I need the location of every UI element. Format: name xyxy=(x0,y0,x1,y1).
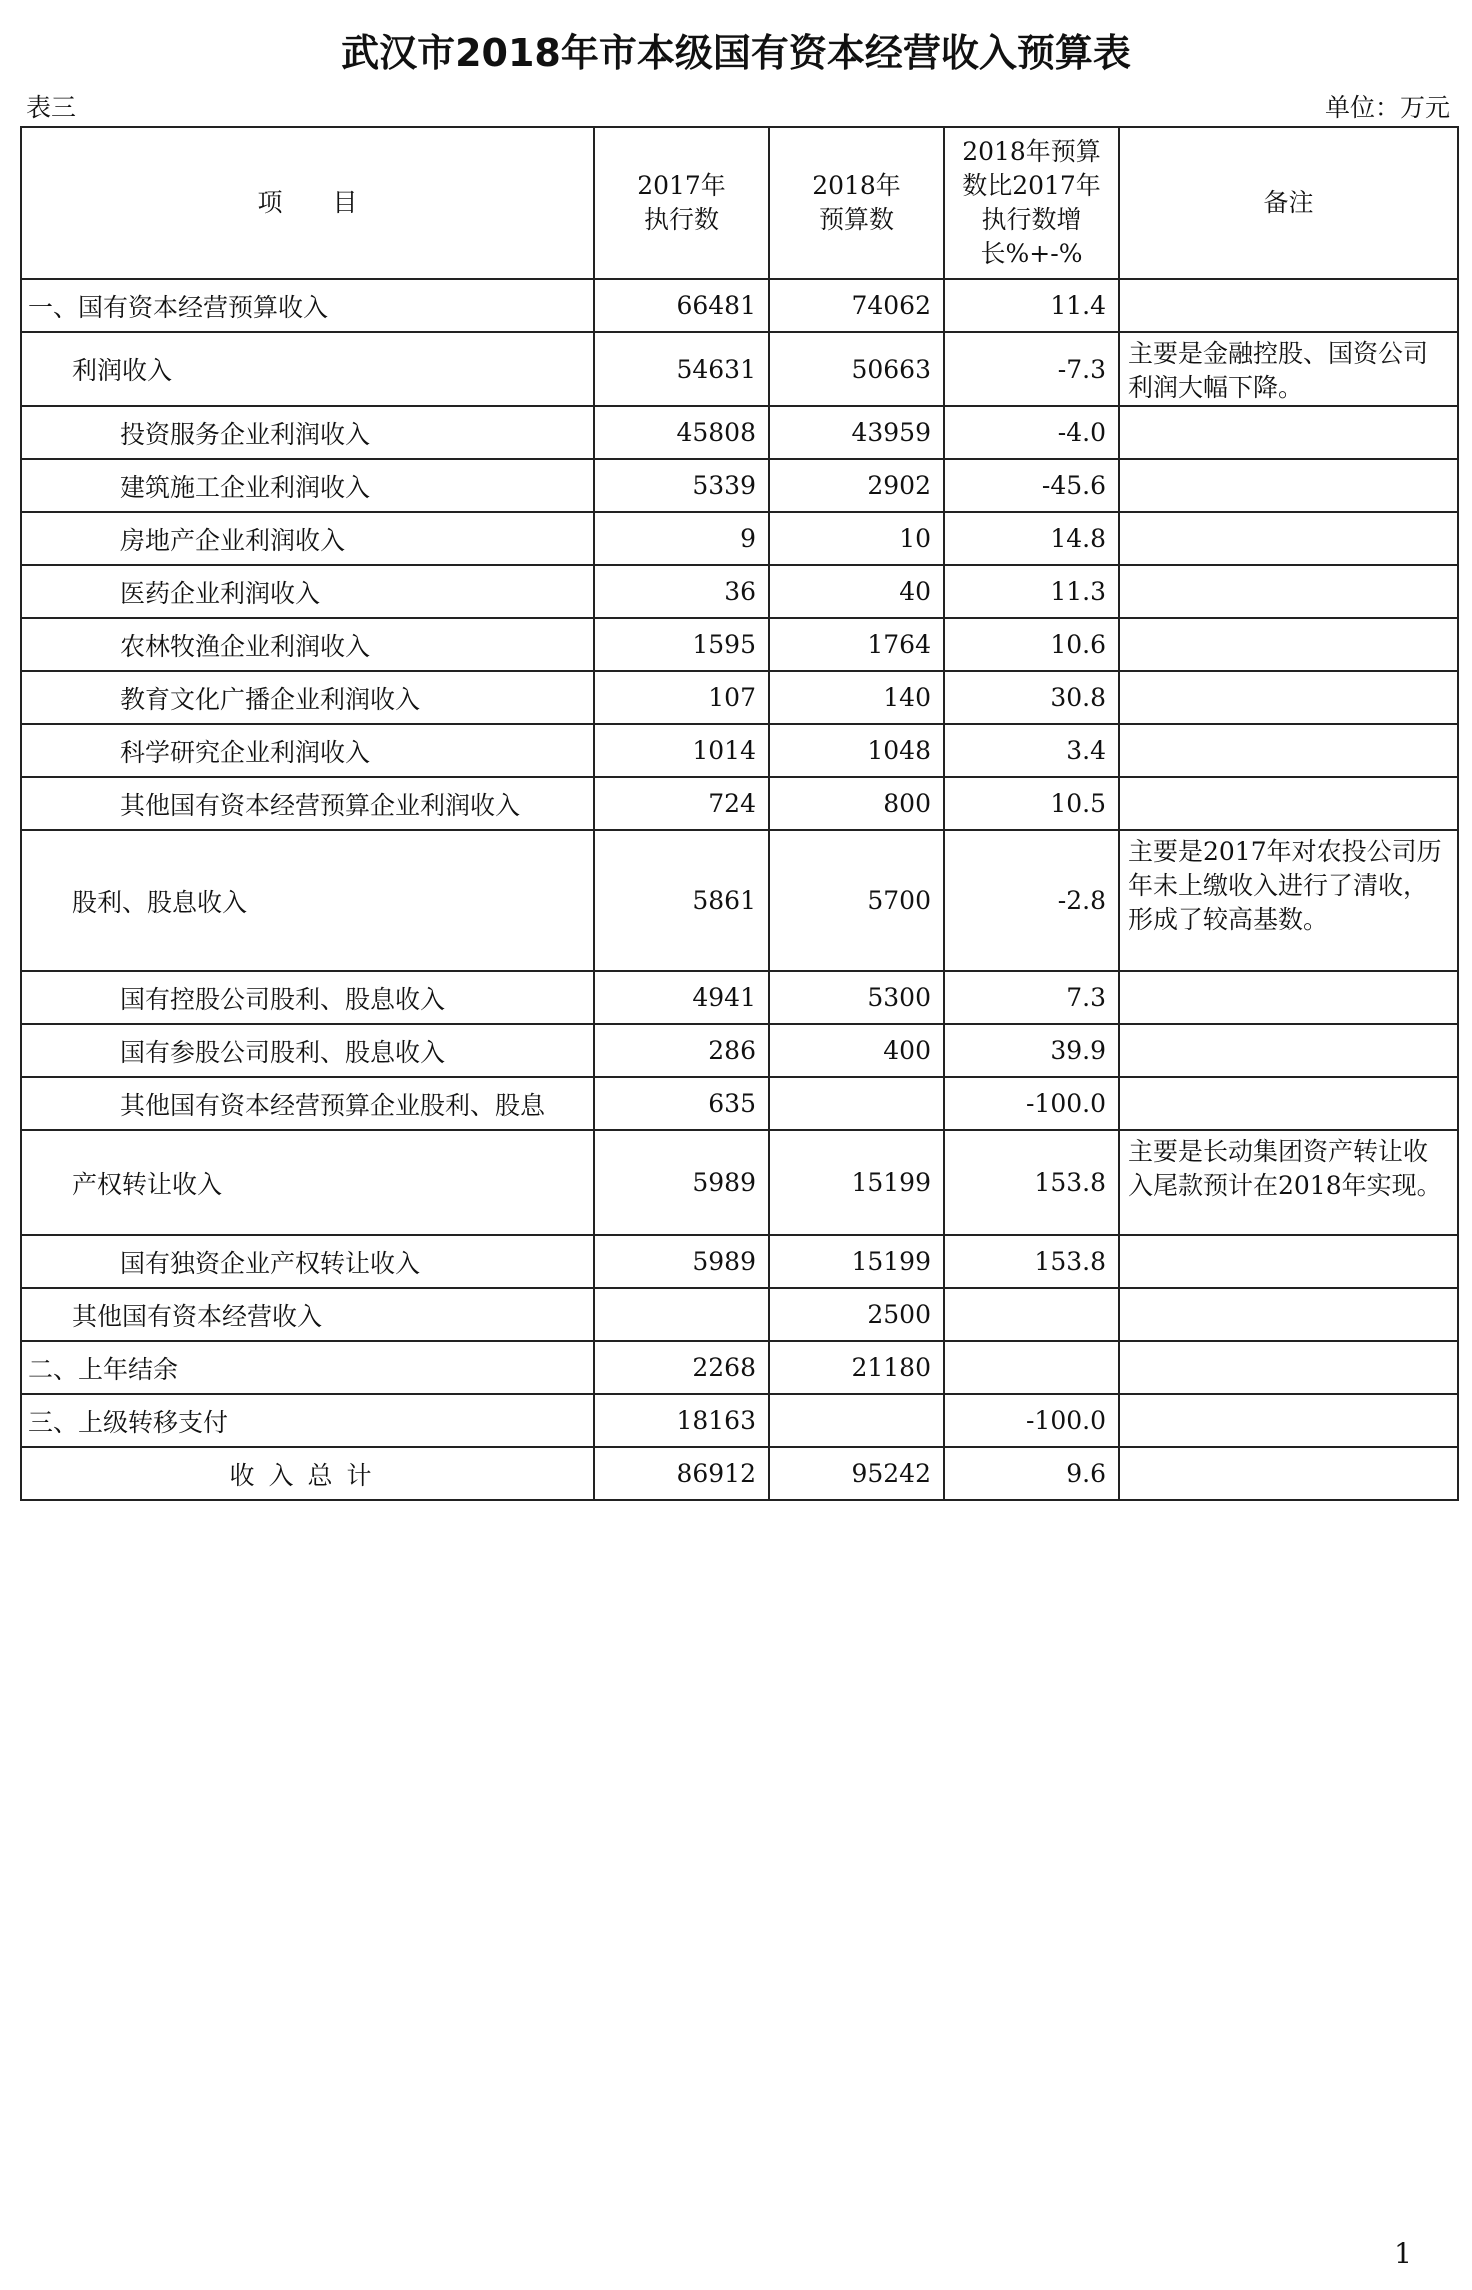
row-2018: 95242 xyxy=(769,1447,944,1500)
row-2018 xyxy=(769,1394,944,1447)
row-note xyxy=(1119,565,1458,618)
row-name: 建筑施工企业利润收入 xyxy=(21,459,594,512)
table-row xyxy=(21,1130,1458,1235)
table-row xyxy=(21,279,1458,332)
row-growth xyxy=(944,1288,1119,1341)
row-growth: 11.3 xyxy=(944,565,1119,618)
header-2017: 2017年执行数 xyxy=(594,127,769,279)
row-name: 产权转让收入 xyxy=(21,1130,594,1235)
row-growth: -100.0 xyxy=(944,1077,1119,1130)
row-2017: 54631 xyxy=(594,332,769,406)
row-note: 主要是金融控股、国资公司利润大幅下降。 xyxy=(1119,332,1458,406)
row-name: 其他国有资本经营收入 xyxy=(21,1288,594,1341)
row-2017: 9 xyxy=(594,512,769,565)
row-name: 医药企业利润收入 xyxy=(21,565,594,618)
row-note xyxy=(1119,512,1458,565)
row-note xyxy=(1119,1341,1458,1394)
row-2018: 1048 xyxy=(769,724,944,777)
row-2018: 800 xyxy=(769,777,944,830)
table-row xyxy=(21,459,1458,512)
row-growth: 7.3 xyxy=(944,971,1119,1024)
page-number: 1 xyxy=(1394,2237,1412,2270)
row-growth: 10.5 xyxy=(944,777,1119,830)
page-title: 武汉市2018年市本级国有资本经营收入预算表 xyxy=(341,31,1131,75)
row-2018: 10 xyxy=(769,512,944,565)
row-growth: 153.8 xyxy=(944,1130,1119,1235)
row-note xyxy=(1119,1447,1458,1500)
row-growth: 39.9 xyxy=(944,1024,1119,1077)
row-2017: 635 xyxy=(594,1077,769,1130)
header-item: 项 目 xyxy=(21,127,594,279)
row-2018: 15199 xyxy=(769,1235,944,1288)
row-note xyxy=(1119,618,1458,671)
row-growth: 14.8 xyxy=(944,512,1119,565)
budget-table xyxy=(20,126,1459,1501)
row-name: 教育文化广播企业利润收入 xyxy=(21,671,594,724)
row-2017: 107 xyxy=(594,671,769,724)
row-growth: 30.8 xyxy=(944,671,1119,724)
row-2017: 45808 xyxy=(594,406,769,459)
header-growth: 2018年预算数比2017年执行数增长%+-% xyxy=(944,127,1119,279)
row-note xyxy=(1119,1394,1458,1447)
table-row xyxy=(21,332,1458,406)
row-growth: 9.6 xyxy=(944,1447,1119,1500)
row-2017: 5339 xyxy=(594,459,769,512)
row-note xyxy=(1119,724,1458,777)
row-growth: 3.4 xyxy=(944,724,1119,777)
row-growth: 11.4 xyxy=(944,279,1119,332)
row-name: 一、国有资本经营预算收入 xyxy=(21,279,594,332)
row-name: 农林牧渔企业利润收入 xyxy=(21,618,594,671)
row-2018: 400 xyxy=(769,1024,944,1077)
row-2018: 5700 xyxy=(769,830,944,971)
row-note xyxy=(1119,1288,1458,1341)
row-note xyxy=(1119,971,1458,1024)
row-2017: 286 xyxy=(594,1024,769,1077)
table-row xyxy=(21,671,1458,724)
row-note xyxy=(1119,671,1458,724)
row-name: 国有参股公司股利、股息收入 xyxy=(21,1024,594,1077)
row-2017: 5861 xyxy=(594,830,769,971)
table-row xyxy=(21,830,1458,971)
row-growth: -100.0 xyxy=(944,1394,1119,1447)
row-2018: 1764 xyxy=(769,618,944,671)
row-2018: 40 xyxy=(769,565,944,618)
row-growth: -2.8 xyxy=(944,830,1119,971)
row-2018: 5300 xyxy=(769,971,944,1024)
table-row-total xyxy=(21,1447,1458,1500)
row-2017: 1595 xyxy=(594,618,769,671)
row-note xyxy=(1119,777,1458,830)
table-row xyxy=(21,406,1458,459)
row-growth xyxy=(944,1341,1119,1394)
row-2018: 43959 xyxy=(769,406,944,459)
table-row xyxy=(21,565,1458,618)
table-row xyxy=(21,618,1458,671)
row-2017: 5989 xyxy=(594,1235,769,1288)
row-growth: -4.0 xyxy=(944,406,1119,459)
row-name: 三、上级转移支付 xyxy=(21,1394,594,1447)
table-label: 表三 xyxy=(26,93,77,122)
row-growth: 10.6 xyxy=(944,618,1119,671)
table-row xyxy=(21,1235,1458,1288)
row-note xyxy=(1119,1235,1458,1288)
row-growth: -45.6 xyxy=(944,459,1119,512)
row-2017 xyxy=(594,1288,769,1341)
total-label: 收入总计 xyxy=(21,1447,594,1500)
row-note: 主要是2017年对农投公司历年未上缴收入进行了清收，形成了较高基数。 xyxy=(1119,830,1458,971)
row-2017: 1014 xyxy=(594,724,769,777)
row-2017: 36 xyxy=(594,565,769,618)
row-2017: 724 xyxy=(594,777,769,830)
row-name: 投资服务企业利润收入 xyxy=(21,406,594,459)
unit-label: 单位：万元 xyxy=(1324,93,1450,122)
row-2017: 66481 xyxy=(594,279,769,332)
row-2018 xyxy=(769,1077,944,1130)
row-name: 房地产企业利润收入 xyxy=(21,512,594,565)
header-note: 备注 xyxy=(1119,127,1458,279)
row-2017: 2268 xyxy=(594,1341,769,1394)
row-note xyxy=(1119,279,1458,332)
row-name: 国有控股公司股利、股息收入 xyxy=(21,971,594,1024)
row-2018: 21180 xyxy=(769,1341,944,1394)
row-name: 二、上年结余 xyxy=(21,1341,594,1394)
table-row xyxy=(21,971,1458,1024)
row-2017: 4941 xyxy=(594,971,769,1024)
row-2018: 15199 xyxy=(769,1130,944,1235)
row-2018: 140 xyxy=(769,671,944,724)
row-name: 其他国有资本经营预算企业股利、股息 xyxy=(21,1077,594,1130)
table-row xyxy=(21,1341,1458,1394)
row-2017: 18163 xyxy=(594,1394,769,1447)
row-growth: -7.3 xyxy=(944,332,1119,406)
row-2018: 2500 xyxy=(769,1288,944,1341)
row-2018: 2902 xyxy=(769,459,944,512)
row-note xyxy=(1119,1024,1458,1077)
table-row xyxy=(21,1024,1458,1077)
row-note xyxy=(1119,406,1458,459)
row-growth: 153.8 xyxy=(944,1235,1119,1288)
row-note xyxy=(1119,1077,1458,1130)
row-name: 其他国有资本经营预算企业利润收入 xyxy=(21,777,594,830)
row-name: 国有独资企业产权转让收入 xyxy=(21,1235,594,1288)
row-2018: 50663 xyxy=(769,332,944,406)
row-2017: 5989 xyxy=(594,1130,769,1235)
table-row xyxy=(21,1077,1458,1130)
table-row xyxy=(21,777,1458,830)
row-name: 利润收入 xyxy=(21,332,594,406)
table-row xyxy=(21,512,1458,565)
row-name: 科学研究企业利润收入 xyxy=(21,724,594,777)
table-row xyxy=(21,1394,1458,1447)
header-2018: 2018年预算数 xyxy=(769,127,944,279)
row-note xyxy=(1119,459,1458,512)
table-row xyxy=(21,724,1458,777)
row-note: 主要是长动集团资产转让收入尾款预计在2018年实现。 xyxy=(1119,1130,1458,1235)
row-2017: 86912 xyxy=(594,1447,769,1500)
row-2018: 74062 xyxy=(769,279,944,332)
row-name: 股利、股息收入 xyxy=(21,830,594,971)
table-row xyxy=(21,1288,1458,1341)
